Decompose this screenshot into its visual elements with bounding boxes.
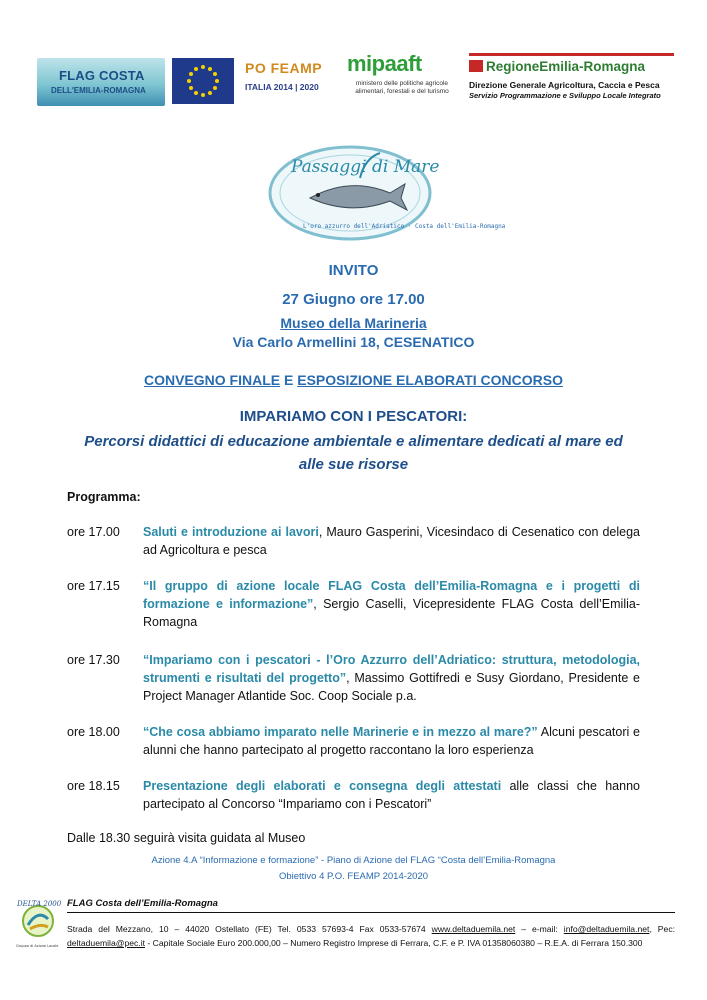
footer-legal: - Capitale Sociale Euro 200.000,00 – Numero Registro Imprese di Ferrara, C.F. e P. IVA 01358060380 – R.E.A. di Ferrara 150.300 bbox=[145, 938, 643, 948]
passaggi-ring-text: L'oro azzurro dell'Adriatico · Costa dell'Emilia-Romagna bbox=[303, 223, 506, 230]
program-time: ore 17.30 bbox=[67, 653, 120, 667]
email-link[interactable]: info@deltaduemila.net bbox=[563, 924, 650, 934]
regione-emilia-romagna-logo bbox=[469, 53, 674, 117]
regione-direzione: Direzione Generale Agricoltura, Caccia e Pesca bbox=[469, 80, 660, 90]
program-time: ore 17.15 bbox=[67, 579, 120, 593]
program-description: alle classi che hanno partecipato al Concorso “Impariamo con i Pescatori” bbox=[143, 779, 640, 811]
program-highlight: Presentazione degli elaborati e consegna degli attestati bbox=[143, 779, 502, 793]
flag-logo-line1: FLAG COSTA bbox=[59, 68, 145, 83]
program-item bbox=[67, 651, 640, 705]
footer-address: Strada del Mezzano, 10 – 44020 Ostellato (FE) Tel. 0533 57693-4 Fax 0533-57674 bbox=[67, 924, 432, 934]
logo-strip bbox=[32, 50, 677, 120]
flag-logo-line2: DELL'EMILIA-ROMAGNA bbox=[51, 86, 146, 95]
passaggi-di-mare-logo bbox=[265, 138, 506, 243]
po-feamp-title: PO FEAMP bbox=[245, 60, 323, 76]
email-label: – e-mail: bbox=[515, 924, 564, 934]
regione-servizio: Servizio Programmazione e Sviluppo Locale Integrato bbox=[469, 91, 661, 100]
po-feamp-logo bbox=[245, 60, 335, 108]
delta-logo-sub: Gruppo di Azione Locale bbox=[16, 944, 59, 948]
azione-line1: Azione 4.A “Informazione e formazione” - Piano di Azione del FLAG “Costa dell’Emilia-Romagna bbox=[151, 855, 556, 866]
event-date: 27 Giugno ore 17.00 bbox=[282, 291, 425, 308]
programma-heading: Programma: bbox=[67, 490, 141, 504]
footer-contacts bbox=[67, 922, 675, 950]
esposizione-elaborati: ESPOSIZIONE ELABORATI CONCORSO bbox=[297, 372, 563, 388]
venue-name: Museo della Marineria bbox=[280, 315, 427, 331]
program-item bbox=[67, 577, 640, 631]
venue-address: Via Carlo Armellini 18, CESENATICO bbox=[232, 334, 475, 350]
program-description: , Massimo Gottifredi e Susy Giordano, Presidente e Project Manager Atlantide Soc. Coop Sociale p.a. bbox=[143, 671, 640, 703]
regione-flag-icon bbox=[469, 60, 483, 72]
program-highlight: Saluti e introduzione ai lavori bbox=[143, 525, 319, 539]
convegno-connector: E bbox=[280, 372, 298, 388]
footer-divider bbox=[67, 912, 675, 913]
invito-heading: INVITO bbox=[328, 262, 379, 279]
percorsi-subtitle: Percorsi didattici di educazione ambientale e alimentare dedicati al mare ed alle sue risorse bbox=[84, 433, 623, 473]
program-description: Alcuni pescatori e alunni che hanno partecipato al progetto raccontano la loro esperienza bbox=[143, 725, 640, 757]
po-feamp-period: ITALIA 2014 | 2020 bbox=[245, 82, 319, 92]
program-time: ore 18.00 bbox=[67, 725, 120, 739]
program-time: ore 17.00 bbox=[67, 525, 120, 539]
program-item bbox=[67, 723, 640, 759]
pec-link[interactable]: deltaduemila@pec.it bbox=[67, 938, 145, 948]
program-highlight: “Il gruppo di azione locale FLAG Costa dell’Emilia-Romagna e i progetti di formazione e informazione” bbox=[143, 579, 640, 611]
program-description: , Sergio Caselli, Vicepresidente FLAG Costa dell’Emilia-Romagna bbox=[143, 597, 640, 629]
website-link[interactable]: www.deltaduemila.net bbox=[431, 924, 516, 934]
program-highlight: “Impariamo con i pescatori - l’Oro Azzurro dell’Adriatico: struttura, metodologia, strumenti e risultati del progetto” bbox=[143, 653, 640, 685]
mipaaft-title: mipaaft bbox=[347, 51, 422, 76]
regione-title: RegioneEmilia-Romagna bbox=[486, 59, 646, 74]
convegno-heading bbox=[0, 372, 707, 388]
delta-2000-logo bbox=[16, 897, 61, 949]
convegno-finale: CONVEGNO FINALE bbox=[143, 372, 281, 388]
program-time: ore 18.15 bbox=[67, 779, 120, 793]
footer-flag-name: FLAG Costa dell’Emilia-Romagna bbox=[67, 898, 218, 909]
passaggi-title: Passaggi di Mare bbox=[291, 157, 440, 177]
program-item bbox=[67, 523, 640, 559]
flag-costa-logo bbox=[37, 58, 165, 106]
delta-logo-label: DELTA 2000 bbox=[17, 900, 62, 908]
program-description: , Mauro Gasperini, Vicesindaco di Cesenatico con delega ad Agricoltura e pesca bbox=[143, 525, 640, 557]
guided-visit-note: Dalle 18.30 seguirà visita guidata al Museo bbox=[67, 831, 306, 845]
eu-flag-logo bbox=[172, 58, 234, 104]
azione-line2: Obiettivo 4 P.O. FEAMP 2014-2020 bbox=[278, 871, 429, 882]
impariamo-heading: IMPARIAMO CON I PESCATORI: bbox=[239, 408, 468, 425]
mipaaft-subtitle: ministero delle politiche agricole alimentari, forestali e del turismo bbox=[355, 80, 449, 95]
program-item bbox=[67, 777, 640, 813]
mipaaft-logo bbox=[347, 52, 457, 116]
pec-label: , Pec: bbox=[649, 924, 675, 934]
program-highlight: “Che cosa abbiamo imparato nelle Marinerie e in mezzo al mare?” bbox=[143, 725, 538, 739]
